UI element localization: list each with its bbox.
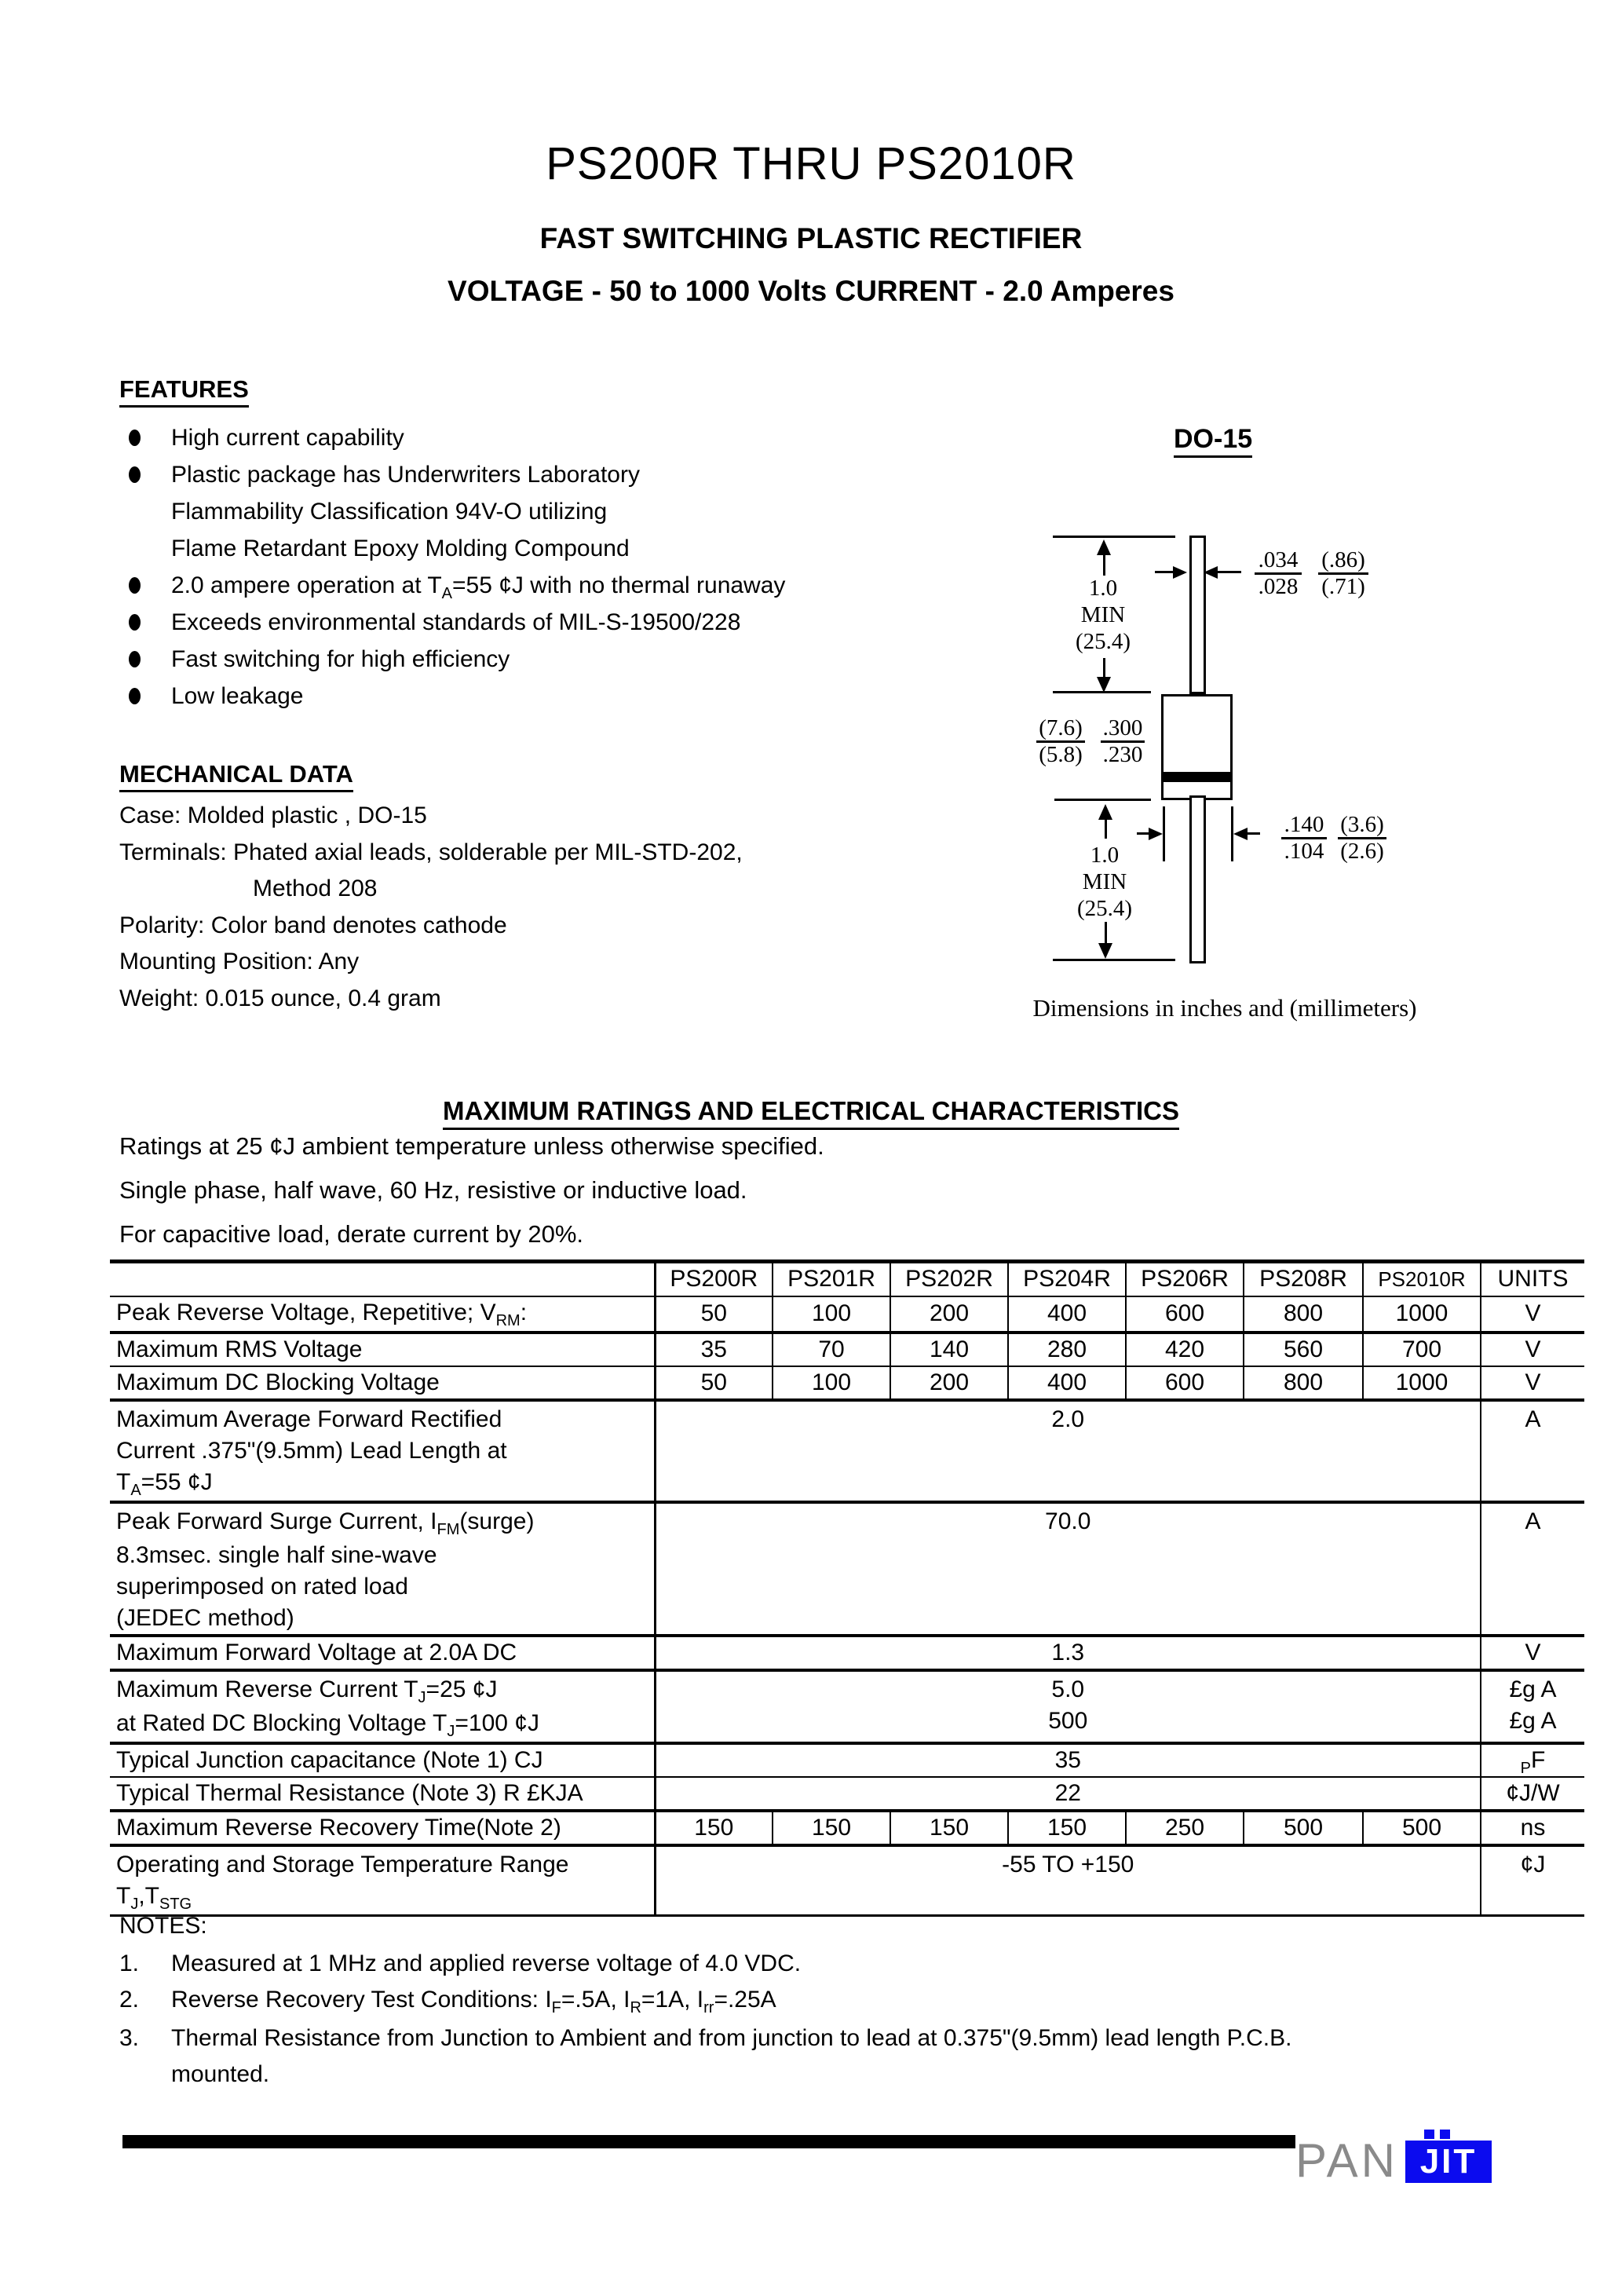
text-segment: V — [1525, 1300, 1541, 1326]
text-segment: mounted. — [171, 2061, 270, 2087]
subscript-text: rr — [703, 1999, 714, 2016]
value-cell: 150 — [773, 1811, 890, 1845]
note-text — [171, 2057, 1292, 2093]
row-label — [110, 1777, 655, 1811]
row-label — [110, 1811, 655, 1845]
unit-cell — [1481, 1636, 1584, 1670]
bullet-icon — [119, 430, 171, 446]
feature-item — [119, 641, 785, 678]
text-segment: Maximum RMS Voltage — [116, 1336, 363, 1362]
table-corner-cell — [110, 1262, 655, 1296]
value-cell-span: 22 — [655, 1777, 1481, 1811]
features-heading: FEATURES — [119, 375, 249, 408]
text-segment: Flame Retardant Epoxy Molding Compound — [171, 535, 630, 561]
dim-body-length-mm — [1036, 716, 1085, 767]
dim-value: 1.0 — [1090, 843, 1120, 868]
footer-rule — [122, 2135, 1295, 2148]
feature-item — [119, 493, 785, 530]
value-cell: 70 — [773, 1333, 890, 1366]
ratings-intro — [119, 1124, 824, 1256]
dim-value: 1.0 — [1088, 576, 1118, 601]
text-segment: 2.0 ampere operation at T — [171, 572, 442, 598]
value-cell: 500 — [1363, 1811, 1481, 1845]
note-text — [171, 2020, 1292, 2057]
feature-item — [119, 678, 785, 715]
value-cell: 150 — [890, 1811, 1008, 1845]
row-label — [110, 1636, 655, 1670]
mech-line: Method 208 — [253, 876, 378, 901]
table-row — [110, 1502, 1584, 1636]
subscript-text: P — [1520, 1759, 1531, 1777]
dim-line — [1248, 832, 1260, 835]
arrow-left-icon — [1204, 566, 1218, 579]
features-list — [119, 419, 785, 715]
row-label — [110, 1333, 655, 1366]
row-label — [110, 1845, 655, 1916]
value-cell: 600 — [1126, 1366, 1244, 1400]
table-row — [110, 1636, 1584, 1670]
value-cell: 200 — [890, 1296, 1008, 1333]
text-segment: ns — [1520, 1814, 1546, 1841]
dim-body-dia-inches — [1281, 813, 1327, 864]
feature-text — [171, 462, 640, 488]
feature-text — [171, 572, 786, 602]
value-cell: 100 — [773, 1296, 890, 1333]
intro-line: Ratings at 25 ¢J ambient temperature unless otherwise specified. — [119, 1132, 824, 1160]
text-segment: Thermal Resistance from Junction to Ambient and from junction to lead at 0.375"(9.5mm) lead length P.C.B. — [171, 2025, 1292, 2051]
column-header: PS200R — [655, 1262, 773, 1296]
feature-text — [171, 609, 740, 636]
column-header: UNITS — [1481, 1262, 1584, 1296]
panjit-logo — [1295, 2123, 1500, 2187]
dim-lead-dia-inches — [1255, 548, 1302, 599]
text-segment: (JEDEC method) — [116, 1604, 294, 1631]
arrow-down-icon — [1097, 677, 1111, 693]
dim-bottom-lead-length — [1050, 842, 1160, 922]
dim-line — [1103, 552, 1105, 576]
text-segment: Maximum Reverse Recovery Time(Note 2) — [116, 1814, 561, 1841]
feature-item — [119, 456, 785, 493]
text-segment: =.25A — [714, 1987, 776, 2013]
text-segment: ,T — [138, 1882, 159, 1909]
dim-value: (25.4) — [1076, 896, 1133, 921]
value-cell: 800 — [1244, 1366, 1363, 1400]
text-segment: T — [116, 1468, 131, 1495]
text-segment: (surge) — [459, 1508, 535, 1534]
subscript-text: J — [130, 1895, 139, 1913]
text-segment: 8.3msec. single half sine-wave — [116, 1541, 437, 1568]
note-text — [171, 1982, 776, 2020]
unit-cell — [1481, 1743, 1584, 1777]
row-label — [110, 1366, 655, 1400]
notes-heading: NOTES: — [119, 1913, 207, 1939]
subscript-text: J — [447, 1722, 455, 1740]
feature-text — [171, 683, 303, 710]
value-cell-span: -55 TO +150 — [655, 1845, 1481, 1916]
text-segment: Reverse Recovery Test Conditions: I — [171, 1987, 552, 2013]
feature-text — [171, 499, 607, 525]
feature-item — [119, 567, 785, 604]
ref-line-top — [1053, 536, 1175, 538]
text-segment: ¢J/W — [1506, 1779, 1560, 1806]
table-row — [110, 1845, 1584, 1916]
text-segment: Operating and Storage Temperature Range — [116, 1851, 569, 1877]
feature-item — [119, 604, 785, 641]
value-cell: 150 — [655, 1811, 773, 1845]
unit-cell — [1481, 1400, 1584, 1502]
value-cell-span: 1.3 — [655, 1636, 1481, 1670]
feature-text — [171, 646, 510, 673]
feature-item — [119, 530, 785, 567]
dim-value: (.86) — [1318, 548, 1368, 575]
subscript-text: J — [418, 1688, 426, 1706]
mech-line: Polarity: Color band denotes cathode — [119, 912, 507, 938]
note-item — [119, 1982, 1292, 2020]
text-segment: Typical Thermal Resistance (Note 3) R £KJA — [116, 1779, 583, 1806]
value-cell-span: 5.0 500 — [655, 1670, 1481, 1743]
logo-text-jit — [1405, 2141, 1492, 2183]
text-segment: =.5A, I — [561, 1987, 630, 2013]
value-cell: 35 — [655, 1333, 773, 1366]
bullet-icon — [119, 614, 171, 631]
unit-cell — [1481, 1333, 1584, 1366]
value-cell: 280 — [1008, 1333, 1126, 1366]
value-cell: 140 — [890, 1333, 1008, 1366]
feature-item — [119, 419, 785, 456]
dim-value: .300 — [1101, 716, 1145, 743]
logo-text-pan: PAN — [1295, 2134, 1398, 2187]
top-lead-shape — [1189, 536, 1206, 694]
logo-jit-letters: JIT — [1419, 2142, 1478, 2181]
unit-cell — [1481, 1777, 1584, 1811]
text-segment: Low leakage — [171, 682, 304, 709]
logo-dot-icon — [1440, 2130, 1450, 2139]
unit-cell — [1481, 1845, 1584, 1916]
arrow-down-icon — [1098, 943, 1112, 959]
mech-line: Terminals: Phated axial leads, solderable per MIL-STD-202, — [119, 839, 743, 865]
mechanical-lines — [119, 798, 743, 1017]
text-segment: ¢J — [1520, 1851, 1546, 1877]
dim-line — [1218, 571, 1241, 573]
text-segment: superimposed on rated load — [116, 1573, 408, 1600]
subscript-text: RM — [495, 1311, 521, 1329]
note-item — [119, 1946, 1292, 1982]
note-number: 3. — [119, 2025, 140, 2051]
diagram-caption: Dimensions in inches and (millimeters) — [1032, 994, 1417, 1022]
text-segment: Flammability Classification 94V-O utilizing — [171, 498, 608, 525]
dim-line — [1105, 922, 1107, 945]
unit-cell — [1481, 1502, 1584, 1636]
row-label — [110, 1502, 655, 1636]
intro-line: Single phase, half wave, 60 Hz, resistive or inductive load. — [119, 1176, 747, 1204]
text-segment: Exceeds environmental standards of MIL-S-19500/228 — [171, 609, 741, 635]
unit-cell — [1481, 1670, 1584, 1743]
text-segment: £g A — [1509, 1676, 1557, 1702]
text-segment: =1A, I — [641, 1987, 704, 2013]
dim-value: .034 — [1255, 548, 1302, 575]
text-segment: Maximum Forward Voltage at 2.0A DC — [116, 1639, 517, 1665]
dim-value: (5.8) — [1039, 742, 1083, 767]
bullet-icon — [119, 688, 171, 704]
text-segment: Fast switching for high efficiency — [171, 645, 510, 672]
dim-value: .028 — [1258, 574, 1299, 599]
subscript-text: A — [130, 1481, 141, 1499]
dim-value: MIN — [1080, 602, 1126, 627]
mech-line: Mounting Position: Any — [119, 949, 360, 974]
mech-line: Weight: 0.015 ounce, 0.4 gram — [119, 985, 441, 1011]
value-cell: 420 — [1126, 1333, 1244, 1366]
text-segment: V — [1525, 1369, 1541, 1395]
feature-text — [171, 425, 404, 452]
logo-dot-icon — [1424, 2130, 1434, 2139]
value-cell: 50 — [655, 1366, 773, 1400]
value-cell: 250 — [1126, 1811, 1244, 1845]
column-header: PS206R — [1126, 1262, 1244, 1296]
subscript-text: STG — [159, 1895, 192, 1913]
note-item — [119, 2020, 1292, 2093]
bullet-icon — [119, 577, 171, 594]
subscript-text: R — [630, 1999, 641, 2016]
text-segment: : — [520, 1299, 528, 1325]
value-cell: 150 — [1008, 1811, 1126, 1845]
page-subtitle-ratings: VOLTAGE - 50 to 1000 Volts CURRENT - 2.0 Amperes — [448, 275, 1174, 307]
value-cell-span: 70.0 — [655, 1502, 1481, 1636]
text-segment: Peak Reverse Voltage, Repetitive; V — [116, 1299, 496, 1325]
dim-value: (3.6) — [1338, 813, 1386, 839]
dim-value: (25.4) — [1075, 629, 1131, 654]
row-label — [110, 1743, 655, 1777]
value-cell: 800 — [1244, 1296, 1363, 1333]
column-header: PS2010R — [1363, 1262, 1481, 1296]
value-cell: 50 — [655, 1296, 773, 1333]
ratings-table — [110, 1260, 1584, 1917]
column-header: PS202R — [890, 1262, 1008, 1296]
package-diagram — [1005, 424, 1445, 1036]
table-row — [110, 1333, 1584, 1366]
table-header-row — [110, 1262, 1584, 1296]
dim-value: (.71) — [1321, 574, 1365, 599]
text-segment: =55 ¢J — [141, 1468, 213, 1495]
value-cell: 600 — [1126, 1296, 1244, 1333]
text-segment: A — [1525, 1508, 1541, 1534]
value-cell: 1000 — [1363, 1366, 1481, 1400]
dim-lead-dia-mm — [1318, 548, 1368, 599]
dim-body-dia-mm — [1338, 813, 1386, 864]
ref-line-bottom — [1053, 959, 1175, 961]
bottom-lead-shape — [1189, 795, 1206, 963]
text-segment: A — [1525, 1406, 1541, 1432]
unit-cell — [1481, 1296, 1584, 1333]
text-segment: V — [1525, 1639, 1541, 1665]
dim-value: .104 — [1284, 839, 1324, 864]
note-number: 2. — [119, 1987, 140, 2013]
note-number: 1. — [119, 1951, 140, 1976]
unit-cell — [1481, 1366, 1584, 1400]
mechanical-heading: MECHANICAL DATA — [119, 760, 353, 792]
dim-top-lead-length — [1048, 575, 1158, 655]
subscript-text: F — [551, 1999, 561, 2016]
text-segment: Plastic package has Underwriters Laboratory — [171, 461, 640, 488]
value-cell-span: 2.0 — [655, 1400, 1481, 1502]
dim-value: .230 — [1102, 742, 1143, 767]
feature-text — [171, 536, 630, 562]
page-subtitle: FAST SWITCHING PLASTIC RECTIFIER — [539, 222, 1083, 254]
column-header: PS204R — [1008, 1262, 1126, 1296]
diode-body — [1161, 694, 1233, 800]
text-segment: £g A — [1509, 1707, 1557, 1734]
text-segment: =25 ¢J — [426, 1676, 498, 1702]
bullet-icon — [119, 466, 171, 483]
table-row — [110, 1366, 1584, 1400]
text-segment: Measured at 1 MHz and applied reverse voltage of 4.0 VDC. — [171, 1951, 802, 1976]
ext-line — [1163, 806, 1165, 861]
text-segment: at Rated DC Blocking Voltage T — [116, 1709, 448, 1736]
value-cell: 500 — [1244, 1811, 1363, 1845]
row-label — [110, 1296, 655, 1333]
text-segment: V — [1525, 1336, 1541, 1362]
mech-line: Case: Molded plastic , DO-15 — [119, 803, 427, 828]
intro-line: For capacitive load, derate current by 20%. — [119, 1220, 584, 1248]
row-label — [110, 1400, 655, 1502]
table-row — [110, 1743, 1584, 1777]
value-cell: 400 — [1008, 1296, 1126, 1333]
arrow-right-icon — [1149, 828, 1163, 840]
text-segment: Maximum Reverse Current T — [116, 1676, 418, 1702]
dim-value: (2.6) — [1340, 839, 1384, 864]
package-heading: DO-15 — [1174, 424, 1252, 458]
value-cell: 200 — [890, 1366, 1008, 1400]
column-header: PS201R — [773, 1262, 890, 1296]
value-cell: 560 — [1244, 1333, 1363, 1366]
dim-value: MIN — [1082, 869, 1127, 894]
dim-value: .140 — [1281, 813, 1327, 839]
row-label — [110, 1670, 655, 1743]
cathode-band — [1164, 772, 1230, 782]
arrow-left-icon — [1233, 828, 1248, 840]
notes-list — [119, 1946, 1292, 2093]
table-row — [110, 1777, 1584, 1811]
dim-body-length-inches — [1101, 716, 1145, 767]
table-row — [110, 1670, 1584, 1743]
column-header: PS208R — [1244, 1262, 1363, 1296]
text-segment: =55 ¢J with no thermal runaway — [452, 572, 786, 598]
bullet-icon — [119, 651, 171, 667]
value-cell-span: 35 — [655, 1743, 1481, 1777]
table-row — [110, 1400, 1584, 1502]
text-segment: F — [1531, 1746, 1546, 1773]
value-cell: 1000 — [1363, 1296, 1481, 1333]
text-segment: Current .375"(9.5mm) Lead Length at — [116, 1437, 507, 1464]
text-segment: Peak Forward Surge Current, I — [116, 1508, 437, 1534]
page-title: PS200R THRU PS2010R — [546, 138, 1076, 189]
subscript-text: A — [441, 584, 453, 602]
value-cell: 400 — [1008, 1366, 1126, 1400]
text-segment: Maximum DC Blocking Voltage — [116, 1369, 440, 1395]
text-segment: Maximum Average Forward Rectified — [116, 1406, 502, 1432]
subscript-text: FM — [437, 1520, 460, 1538]
table-row — [110, 1296, 1584, 1333]
table-row — [110, 1811, 1584, 1845]
text-segment: Typical Junction capacitance (Note 1) CJ — [116, 1746, 543, 1773]
value-cell: 700 — [1363, 1333, 1481, 1366]
arrow-right-icon — [1173, 566, 1187, 579]
ratings-heading: MAXIMUM RATINGS AND ELECTRICAL CHARACTERISTICS — [0, 1096, 1622, 1130]
text-segment: T — [116, 1882, 131, 1909]
ref-line-body-bottom — [1054, 799, 1151, 801]
text-segment: High current capability — [171, 424, 404, 451]
dim-line — [1105, 817, 1107, 839]
value-cell: 100 — [773, 1366, 890, 1400]
dim-value: (7.6) — [1036, 716, 1085, 743]
unit-cell — [1481, 1811, 1584, 1845]
note-text — [171, 1946, 801, 1982]
text-segment: =100 ¢J — [455, 1709, 539, 1736]
